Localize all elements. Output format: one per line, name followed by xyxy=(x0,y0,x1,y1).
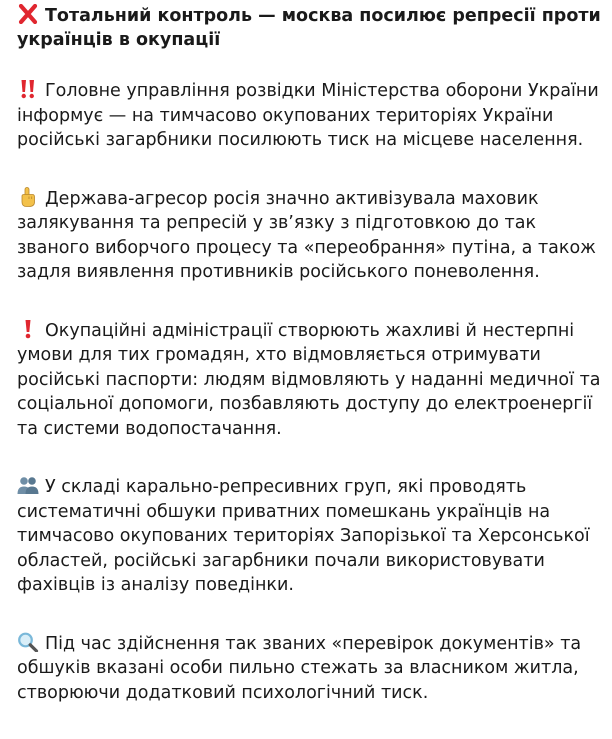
paragraph-1 xyxy=(17,79,605,153)
paragraph-4-text: У складі карально-репресивних груп, які проводять систематичні обшуки приватних помешкань українців на тимчасово окупованих територіях Запорізької та Херсонської областей, російські загарбники почали використовувати фахівців із аналізу поведінки. xyxy=(17,477,590,595)
paragraph-3 xyxy=(17,319,605,442)
paragraph-2-text: Держава-агресор росія значно активізувала маховик залякування та репресій у зв’язку з підготовкою до так званого виборчого процесу та «переобрання» путіна, а також задля виявлення противників російського поневолення. xyxy=(17,188,596,282)
magnifying-glass-icon xyxy=(17,632,39,652)
exclamation-icon xyxy=(17,319,39,339)
paragraph-3-text: Окупаційні адміністрації створюють жахливі й нестерпні умови для тих громадян, хто відмовляється отримувати російські паспорти: людям відмовляють у наданні медичної та соціальної допомоги, позбавляють доступу до електроенергії та системи водопостачання. xyxy=(17,320,601,439)
telegram-post xyxy=(17,4,605,739)
paragraph-1-text: Головне управління розвідки Міністерства оборони України інформує — на тимчасово окупованих територіях України російські загарбники посилюють тиск на місцеве населення. xyxy=(17,81,599,150)
people-silhouette-icon xyxy=(17,475,39,495)
paragraph-2 xyxy=(17,187,605,285)
post-title-text: Тотальний контроль — москва посилює репресії проти українців в окупації xyxy=(17,6,601,50)
red-cross-icon xyxy=(17,4,39,24)
double-exclamation-icon xyxy=(17,79,39,99)
paragraph-4 xyxy=(17,475,605,598)
paragraph-5 xyxy=(17,632,605,706)
pointing-up-hand-icon xyxy=(17,187,39,207)
post-title xyxy=(17,4,605,52)
paragraph-5-text: Під час здійснення так званих «перевірок документів» та обшуків вказані особи пильно стежать за власником житла, створюючи додатковий психологічний тиск. xyxy=(17,633,582,703)
